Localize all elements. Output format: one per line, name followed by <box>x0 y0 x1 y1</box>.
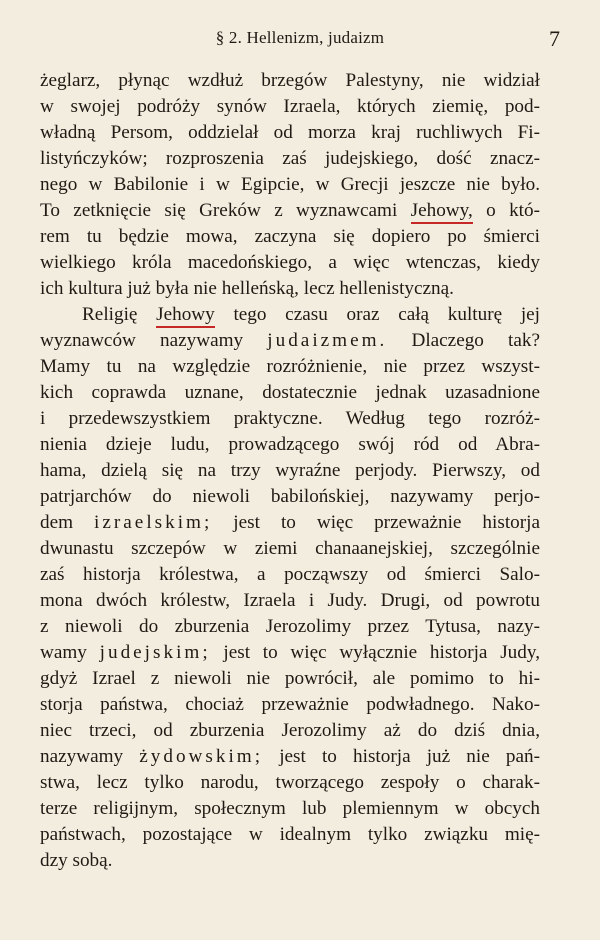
text-segment: patrjarchów do niewoli babilońskiej, nazywamy perjo- <box>40 486 540 507</box>
text-segment: kich coprawda uznane, dostatecznie jednak uzasadnione <box>40 382 540 403</box>
text-segment: z niewoli do zburzenia Jerozolimy przez Tytusa, nazy- <box>40 616 540 637</box>
text-line <box>40 250 540 276</box>
spaced-term: judejskim; <box>99 642 211 663</box>
spaced-term: judaizmem. <box>267 330 388 351</box>
text-segment: terze religijnym, społecznym lub plemiennym w obcych <box>40 798 540 819</box>
text-segment: dwunastu szczepów w ziemi chanaanejskiej, szczególnie <box>40 538 540 559</box>
text-segment: zaś historja królestwa, a począwszy od śmierci Salo- <box>40 564 540 585</box>
text-segment: państwach, pozostające w idealnym tylko związku mię- <box>40 824 540 845</box>
text-segment: storja państwa, chociaż przeważnie podwładnego. Nako- <box>40 694 540 715</box>
text-line <box>40 224 540 250</box>
text-line <box>40 146 540 172</box>
text-line <box>40 666 540 692</box>
page-number: 7 <box>549 26 560 51</box>
text-segment: Mamy tu na względzie rozróżnienie, nie przez wszyst- <box>40 356 540 377</box>
text-segment: rem tu będzie mowa, zaczyna się dopiero po śmierci <box>40 226 540 247</box>
text-line <box>40 718 540 744</box>
text-segment: gdyż Izrael z niewoli nie powrócił, ale pomimo to hi- <box>40 668 540 689</box>
text-segment: jest to więc przeważnie historja <box>212 512 540 533</box>
text-segment: niec trzeci, od zburzenia Jerozolimy aż do dziś dnia, <box>40 720 540 741</box>
text-segment: Religię <box>82 304 157 325</box>
text-segment: władną Persom, oddzielał od morza kraj ruchliwych Fi- <box>40 122 540 143</box>
text-line <box>40 94 540 120</box>
text-line <box>40 770 540 796</box>
text-segment: w swojej podróży synów Izraela, których ziemię, pod- <box>40 96 540 117</box>
text-line <box>40 328 540 354</box>
spaced-term: izraelskim; <box>94 512 213 533</box>
text-line <box>40 276 540 302</box>
text-segment: jest to historja już nie pań- <box>263 746 540 767</box>
page-header <box>40 26 560 56</box>
text-line <box>40 120 540 146</box>
text-line <box>40 796 540 822</box>
text-line <box>40 406 540 432</box>
text-line <box>40 640 540 666</box>
underlined-word: Jehowy <box>156 304 215 328</box>
text-segment: tego czasu oraz całą kulturę jej <box>214 304 540 325</box>
text-line <box>40 68 540 94</box>
text-line <box>40 432 540 458</box>
text-line <box>40 380 540 406</box>
text-line <box>40 588 540 614</box>
text-line <box>40 484 540 510</box>
text-segment: wyznawców nazywamy <box>40 330 268 351</box>
text-segment: ich kultura już była nie helleńską, lecz hellenistyczną. <box>40 278 454 299</box>
text-segment: dzy sobą. <box>40 850 113 871</box>
text-line <box>40 172 540 198</box>
text-line <box>40 354 540 380</box>
text-segment: wielkiego króla macedońskiego, a więc wtenczas, kiedy <box>40 252 540 273</box>
text-segment: jest to więc wyłącznie historja Judy, <box>210 642 540 663</box>
text-segment: o któ- <box>472 200 540 221</box>
text-line <box>40 458 540 484</box>
text-line <box>40 198 540 224</box>
text-segment: dem <box>40 512 95 533</box>
text-line <box>40 848 540 874</box>
text-line <box>40 562 540 588</box>
text-segment: listyńczyków; rozproszenia zaś judejskiego, dość znacz- <box>40 148 540 169</box>
text-segment: nienia dzieje ludu, prowadzącego swój ród od Abra- <box>40 434 540 455</box>
text-line <box>40 510 540 536</box>
text-line <box>40 744 540 770</box>
underlined-word: Jehowy, <box>411 200 473 224</box>
running-head: § 2. Hellenizm, judaizm <box>215 28 385 47</box>
text-segment: hama, dzielą się na trzy wyraźne perjody. Pierwszy, od <box>40 460 540 481</box>
text-segment: Dlaczego tak? <box>387 330 540 351</box>
text-segment: nego w Babilonie i w Egipcie, w Grecji jeszcze nie było. <box>40 174 540 195</box>
body-text <box>40 68 540 874</box>
text-line <box>40 302 540 328</box>
text-line <box>40 536 540 562</box>
text-segment: żeglarz, płynąc wzdłuż brzegów Palestyny, nie widział <box>40 70 540 91</box>
text-segment: nazywamy <box>40 746 140 767</box>
text-segment: stwa, lecz tylko narodu, tworzącego zespoły o charak- <box>40 772 540 793</box>
spaced-term: żydowskim; <box>139 746 264 767</box>
text-line <box>40 822 540 848</box>
text-segment: wamy <box>40 642 100 663</box>
text-line <box>40 692 540 718</box>
text-segment: To zetknięcie się Greków z wyznawcami <box>40 200 411 221</box>
text-segment: mona dwóch królestw, Izraela i Judy. Drugi, od powrotu <box>40 590 540 611</box>
text-line <box>40 614 540 640</box>
text-segment: i przedewszystkiem praktyczne. Według tego rozróż- <box>40 408 540 429</box>
